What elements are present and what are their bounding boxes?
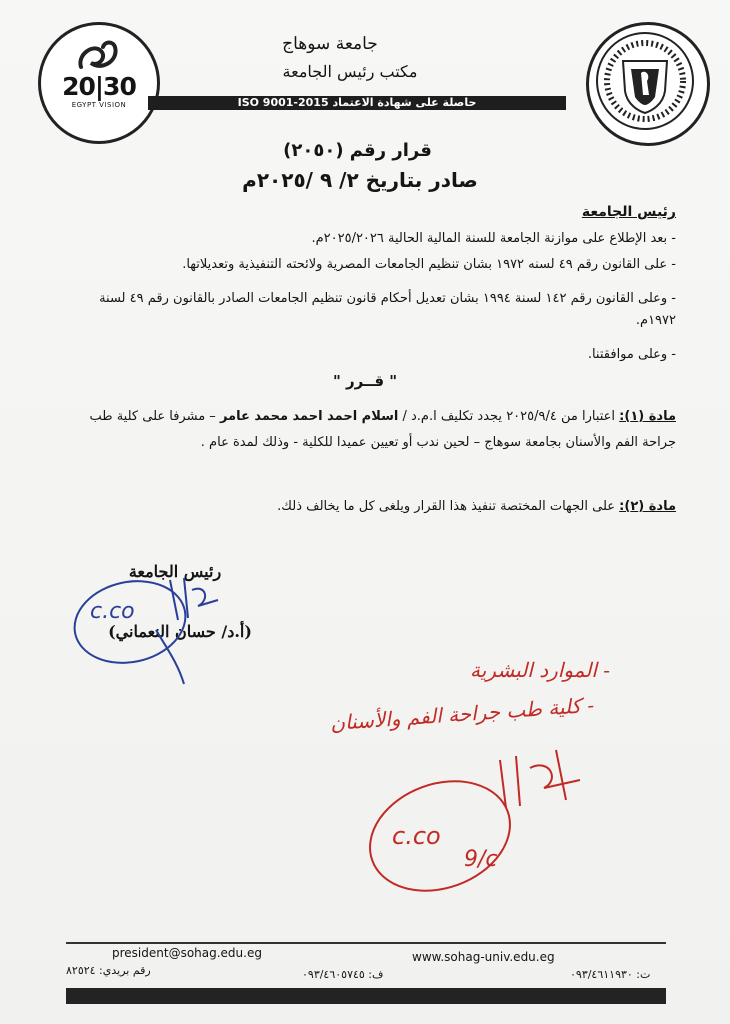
footer-phone: ت: ٠٩٣/٤٦١١٩٣٠ <box>570 968 651 981</box>
article-2-label: مادة (٢): <box>619 499 676 514</box>
preamble-heading: رئيس الجامعة <box>581 204 676 220</box>
footer-email: president@sohag.edu.eg <box>112 946 262 960</box>
footer-bar <box>66 988 666 1004</box>
red-signature-mark <box>360 740 620 900</box>
footer-website: www.sohag-univ.edu.eg <box>412 950 555 964</box>
article-2-text: على الجهات المختصة تنفيذ هذا القرار ويلغى كل ما يخالف ذلك. <box>277 499 620 514</box>
footer-po-box: رقم بريدي: ٨٢٥٢٤ <box>66 964 151 977</box>
vision-number: 20|30 <box>62 71 136 101</box>
iso-certification-bar: حاصلة على شهادة الاعتماد ISO 9001-2015 <box>148 96 566 110</box>
preamble-line-3: - وعلى القانون رقم ١٤٢ لسنة ١٩٩٤ بشان تعديل أحكام قانون تنظيم الجامعات الصادر بالقانون رقم ٤٩ لسنة ١٩٧٢م. <box>99 291 676 328</box>
preamble-line-1: - بعد الإطلاع على موازنة الجامعة للسنة المالية الحالية ٢٠٢٥/٢٠٢٦م. <box>311 231 676 246</box>
footer-divider <box>66 942 666 944</box>
vision-swirl-icon <box>71 37 127 77</box>
handwritten-note-hr: - الموارد البشرية <box>470 658 610 682</box>
footer-fax: ف: ٠٩٣/٤٦٠٥٧٤٥ <box>302 968 384 981</box>
svg-text:c.co: c.co <box>90 599 135 624</box>
decided-heading: " قــرر " <box>332 372 398 390</box>
article-1-text-end: – مشرفا على كلية طب جراحة الفم والأسنان بجامعة سوهاج – لحين ندب أو تعيين عميدا للكلية - وذلك لمدة عام . <box>89 409 676 450</box>
decree-issue-date: صادر بتاريخ ٢/ ٩ /٢٠٢٥م <box>242 168 478 192</box>
preamble-line-2: - على القانون رقم ٤٩ لسنه ١٩٧٢ بشان تنظيم الجامعات المصرية ولائحته التنفيذية وتعديلاتها. <box>182 257 676 272</box>
handwritten-note-college: - كلية طب جراحة الفم والأسنان <box>329 692 595 736</box>
article-1 <box>56 404 676 456</box>
decree-number: قرار رقم (٢٠٥٠) <box>283 140 432 161</box>
sohag-university-seal-icon <box>586 22 710 146</box>
article-2 <box>56 496 676 518</box>
signatory-name: (أ.د/ حسان النعماني) <box>108 622 252 641</box>
signature-title: رئيس الجامعة <box>128 562 222 581</box>
egypt-vision-2030-logo <box>38 22 160 144</box>
university-name: جامعة سوهاج <box>282 34 378 54</box>
vision-label: EGYPT VISION <box>71 100 127 109</box>
article-1-text-start: اعتبارا من ٢٠٢٥/٩/٤ يجدد تكليف ا.م.د / <box>398 409 620 424</box>
appointee-name: اسلام احمد احمد محمد عامر <box>219 409 399 424</box>
preamble-line-4: - وعلى موافقتنا. <box>587 347 676 362</box>
svg-text:9/c: 9/c <box>464 847 498 872</box>
office-name: مكتب رئيس الجامعة <box>282 62 418 81</box>
svg-text:c.co: c.co <box>392 822 441 850</box>
blue-signature-mark <box>60 560 240 690</box>
article-1-label: مادة (١): <box>619 409 676 424</box>
